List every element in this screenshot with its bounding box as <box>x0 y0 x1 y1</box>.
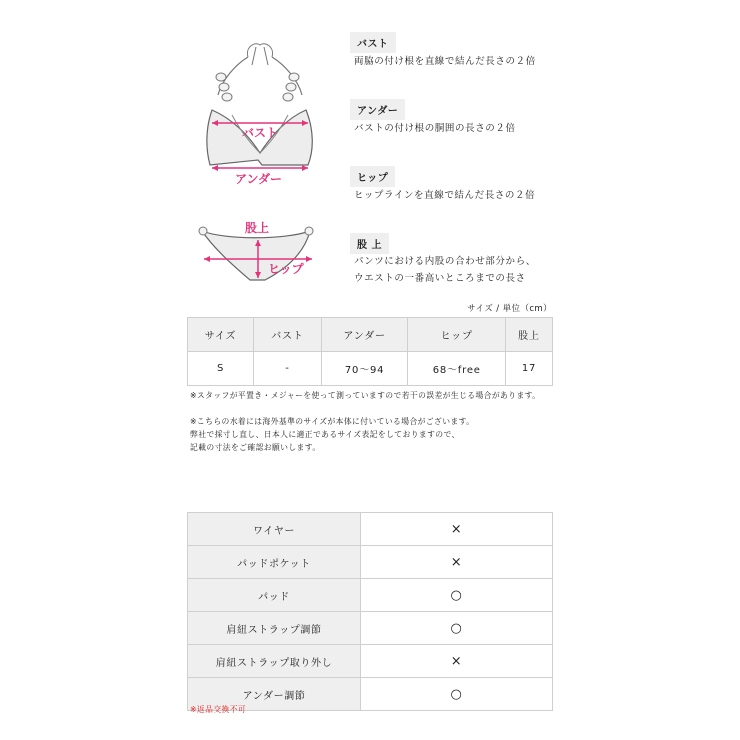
measure-tag-hip: ヒップ <box>350 166 395 187</box>
cell-crotch: 17 <box>505 352 552 386</box>
note-measurement: ※スタッフが平置き・メジャーを使って測っていますので若干の誤差が生じる場合があります。 <box>190 391 541 400</box>
note-size-line-3: 記載の寸法をご確認お願いします。 <box>190 443 321 452</box>
feature-label: ワイヤー <box>188 513 361 546</box>
feature-label: パッド <box>188 579 361 612</box>
feature-label: 肩紐ストラップ調節 <box>188 612 361 645</box>
cell-bust: - <box>254 352 322 386</box>
feature-label: アンダー調節 <box>188 678 361 711</box>
cell-hip: 68〜free <box>408 352 506 386</box>
header-under: アンダー <box>321 318 408 352</box>
header-crotch: 股上 <box>505 318 552 352</box>
measure-desc-hip: ヒップラインを直線で結んだ長さの２倍 <box>354 190 536 201</box>
measure-desc-bust: 両脇の付け根を直線で結んだ長さの２倍 <box>354 56 536 67</box>
swimsuit-diagram <box>190 35 340 300</box>
bust-label: バスト <box>242 126 279 140</box>
no-return-warning: ※返品交換不可 <box>190 705 247 714</box>
feature-value: × <box>361 546 553 579</box>
table-row <box>188 513 553 546</box>
note-size-line-1: ※こちらの水着には海外基準のサイズが本体に付いている場合がございます。 <box>190 417 475 426</box>
table-row <box>188 546 553 579</box>
table-row <box>188 612 553 645</box>
feature-label: パッドポケット <box>188 546 361 579</box>
measure-desc-crotch-2: ウエストの一番高いところまでの長さ <box>354 273 526 284</box>
note-size-line-2: 弊社で採寸し直し、日本人に適正であるサイズ表記をしておりますので、 <box>190 430 460 439</box>
size-table-header <box>188 318 553 352</box>
header-hip: ヒップ <box>408 318 506 352</box>
cell-under: 70〜94 <box>321 352 408 386</box>
table-row <box>188 352 553 386</box>
size-table <box>187 317 553 386</box>
measure-tag-bust: バスト <box>350 32 396 53</box>
table-row <box>188 645 553 678</box>
hip-label: ヒップ <box>268 262 304 276</box>
unit-label: サイズ / 単位（cm） <box>467 304 552 314</box>
feature-value: ○ <box>361 579 553 612</box>
feature-value: ○ <box>361 612 553 645</box>
feature-table <box>187 512 553 711</box>
measure-desc-under: バストの付け根の胴囲の長さの２倍 <box>354 123 516 134</box>
cell-size: S <box>188 352 254 386</box>
feature-label: 肩紐ストラップ取り外し <box>188 645 361 678</box>
measure-desc-crotch-1: パンツにおける内股の合わせ部分から、 <box>354 256 536 267</box>
feature-value: × <box>361 645 553 678</box>
header-bust: バスト <box>254 318 322 352</box>
feature-value: ○ <box>361 678 553 711</box>
under-label: アンダー <box>235 172 283 186</box>
feature-value: × <box>361 513 553 546</box>
crotch-label: 股上 <box>245 221 270 235</box>
measure-tag-crotch: 股 上 <box>350 233 389 254</box>
table-row <box>188 579 553 612</box>
header-size: サイズ <box>188 318 254 352</box>
measure-tag-under: アンダー <box>350 99 405 120</box>
